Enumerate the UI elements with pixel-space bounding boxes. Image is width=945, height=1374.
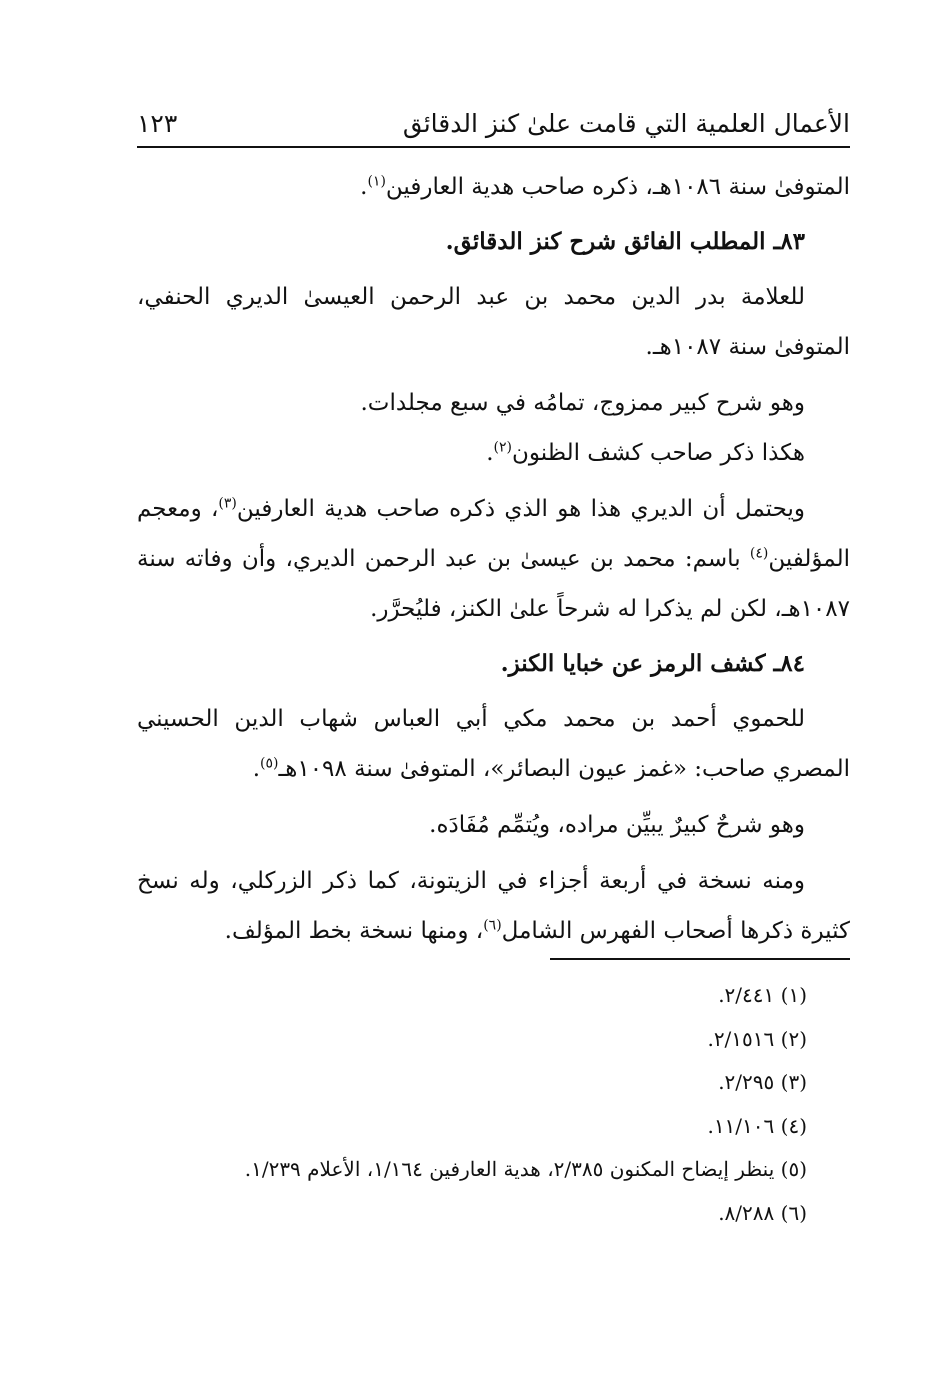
running-head [137, 98, 850, 144]
paragraph-description-83: وهو شرح كبير ممزوج، تمامُه في سبع مجلدات. [360, 390, 805, 416]
running-title: الأعمال العلمية التي قامت علىٰ كنز الدقائق [402, 109, 850, 138]
paragraph-author-84: للحموي أحمد بن محمد مكي أبي العباس شهاب الدين الحسيني المصري صاحب: «غمز عيون البصائر»، المتوفىٰ سنة ١٠٩٨هـ$^{(٥)}$. [137, 706, 850, 782]
entry-heading-84: ٨٤ـ كشف الرمز عن خبايا الكنز. [500, 650, 805, 677]
header-rule [137, 146, 850, 148]
paragraph-note-83: ويحتمل أن الديري هذا هو الذي ذكره صاحب هدية العارفين$^{(٣)}$، ومعجم المؤلفين$^{(٤)}$ باسم: محمد بن عيسىٰ بن عبد الرحمن الديري، وأن وفاته سنة ١٠٨٧هـ، لكن لم يذكرا له شرحاً علىٰ الكنز، فليُحرَّر. [137, 495, 850, 622]
footnote-5: (٥) ينظر إيضاح المكنون ٢/٣٨٥، هدية العارفين ١/١٦٤، الأعلام ١/٢٣٩. [244, 1157, 807, 1181]
footnote-ref: (٢) [493, 439, 512, 456]
main-text [137, 162, 850, 956]
footnote-ref: (٥) [260, 755, 279, 772]
footnote-ref: (٦) [483, 917, 502, 934]
paragraph-copies-84: ومنه نسخة في أربعة أجزاء في الزيتونة، كما ذكر الزركلي، وله نسخ كثيرة ذكرها أصحاب الفهرس الشامل$^{(٦)}$، ومنها نسخة بخط المؤلف. [137, 868, 850, 944]
paragraph-continuation: المتوفىٰ سنة ١٠٨٦هـ، ذكره صاحب هدية العارفين$^{(١)}$. [360, 173, 850, 200]
footnote-ref: (٤) [749, 545, 769, 562]
footnote-3: (٣) ٢/٢٩٥. [718, 1070, 807, 1094]
page-number: ١٢٣ [137, 109, 178, 138]
footnote-ref: (٣) [218, 495, 237, 512]
paragraph-author-83: للعلامة بدر الدين محمد بن عبد الرحمن العيسىٰ الديري الحنفي، المتوفىٰ سنة ١٠٨٧هـ. [137, 284, 850, 360]
footnote-ref: (١) [367, 173, 386, 190]
footnote-2: (٢) ٢/١٥١٦. [707, 1026, 807, 1051]
footnote-rule [550, 958, 850, 960]
paragraph-description-84: وهو شرحٌ كبيرٌ يبيِّن مراده، ويُتمِّم مُفَادَه. [429, 812, 805, 838]
footnote-1: (١) ٢/٤٤١. [718, 983, 807, 1007]
entry-heading-83: ٨٣ـ المطلب الفائق شرح كنز الدقائق. [445, 228, 805, 255]
paragraph-source-83: هكذا ذكر صاحب كشف الظنون$^{(٢)}$. [486, 439, 805, 466]
footnotes [137, 974, 807, 1235]
footnote-4: (٤) ١١/١٠٦. [707, 1113, 807, 1138]
footnote-6: (٦) ٨/٢٨٨. [718, 1200, 807, 1225]
